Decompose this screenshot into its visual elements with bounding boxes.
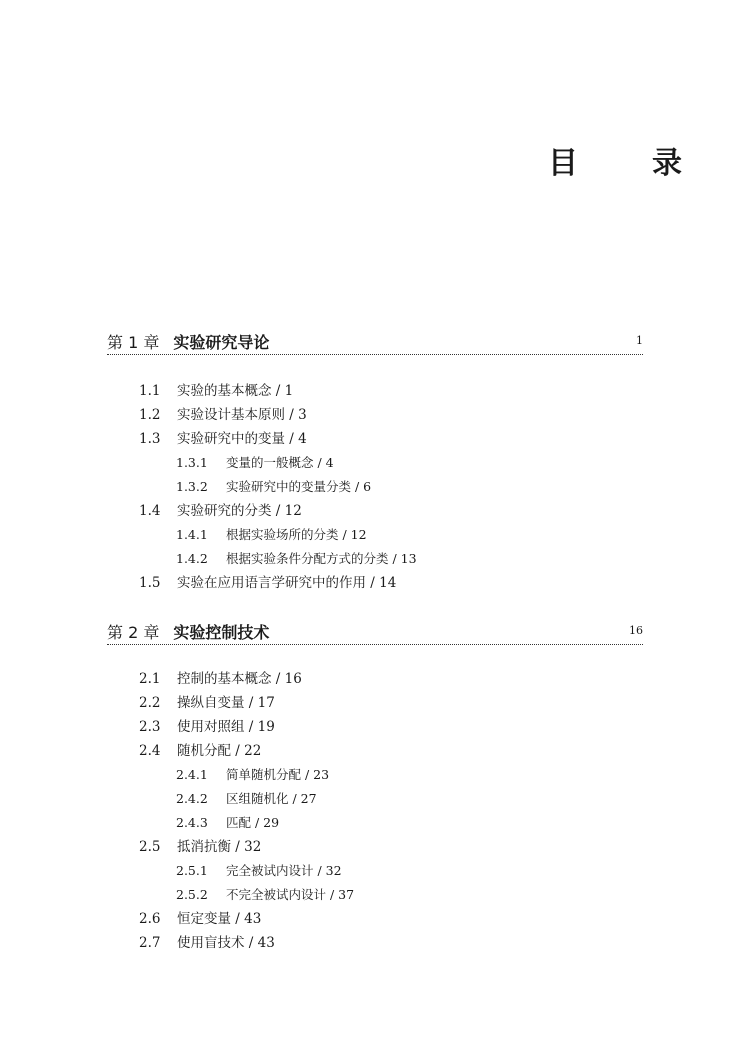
section-title: 操纵自变量 / 17 <box>177 695 275 711</box>
section-number: 2.5 <box>139 839 161 855</box>
section-title: 实验设计基本原则 / 3 <box>177 407 307 423</box>
toc-subentry[interactable] <box>176 791 317 807</box>
chapter-heading-text <box>107 620 269 643</box>
toc-subentry[interactable] <box>176 815 279 831</box>
section-number: 2.1 <box>139 671 161 687</box>
section-title: 恒定变量 / 43 <box>177 911 262 927</box>
toc-entry[interactable] <box>139 911 261 927</box>
section-title: 实验研究中的变量 / 4 <box>177 431 307 447</box>
toc-entry[interactable] <box>139 719 275 735</box>
subsection-number: 1.4.2 <box>176 551 208 566</box>
section-title: 抵消抗衡 / 32 <box>177 839 262 855</box>
page-title: 目 录 <box>548 146 704 181</box>
subsection-title: 变量的一般概念 / 4 <box>226 455 334 470</box>
subsection-title: 根据实验条件分配方式的分类 / 13 <box>226 551 417 566</box>
chapter-title: 实验控制技术 <box>173 623 270 642</box>
toc-subentry[interactable] <box>176 455 334 471</box>
section-number: 2.2 <box>139 695 161 711</box>
dotted-leader-line <box>107 644 643 645</box>
section-number: 1.5 <box>139 575 161 591</box>
chapter-page-number: 1 <box>636 334 643 347</box>
toc-entry[interactable] <box>139 383 293 399</box>
subsection-number: 2.4.1 <box>176 767 208 782</box>
section-number: 1.3 <box>139 431 161 447</box>
toc-entry[interactable] <box>139 695 275 711</box>
toc-subentry[interactable] <box>176 767 329 783</box>
subsection-number: 2.5.1 <box>176 863 208 878</box>
subsection-title: 根据实验场所的分类 / 12 <box>226 527 367 542</box>
chapter-heading-text <box>107 330 269 353</box>
chapter-heading-2[interactable] <box>107 620 643 646</box>
toc-entry[interactable] <box>139 671 302 687</box>
section-number: 1.1 <box>139 383 161 399</box>
subsection-number: 1.3.1 <box>176 455 208 470</box>
toc-subentry[interactable] <box>176 479 371 495</box>
section-title: 实验在应用语言学研究中的作用 / 14 <box>177 575 397 591</box>
toc-entry[interactable] <box>139 743 261 759</box>
chapter-number: 第 1 章 <box>107 333 160 352</box>
subsection-number: 1.3.2 <box>176 479 208 494</box>
chapter-title: 实验研究导论 <box>173 333 270 352</box>
toc-subentry[interactable] <box>176 863 342 879</box>
subsection-number: 2.5.2 <box>176 887 208 902</box>
section-number: 2.4 <box>139 743 161 759</box>
toc-subentry[interactable] <box>176 527 367 543</box>
subsection-title: 简单随机分配 / 23 <box>226 767 330 782</box>
section-number: 2.6 <box>139 911 161 927</box>
chapter-number: 第 2 章 <box>107 623 160 642</box>
section-title: 实验研究的分类 / 12 <box>177 503 302 519</box>
subsection-title: 匹配 / 29 <box>226 815 280 830</box>
section-number: 2.7 <box>139 935 161 951</box>
section-number: 1.4 <box>139 503 161 519</box>
subsection-number: 1.4.1 <box>176 527 208 542</box>
subsection-title: 区组随机化 / 27 <box>226 791 317 806</box>
section-title: 随机分配 / 22 <box>177 743 262 759</box>
subsection-title: 不完全被试内设计 / 37 <box>226 887 355 902</box>
toc-entry[interactable] <box>139 503 302 519</box>
subsection-number: 2.4.3 <box>176 815 208 830</box>
toc-entry[interactable] <box>139 839 261 855</box>
section-title: 控制的基本概念 / 16 <box>177 671 302 687</box>
subsection-number: 2.4.2 <box>176 791 208 806</box>
toc-entry[interactable] <box>139 935 275 951</box>
dotted-leader-line <box>107 354 643 355</box>
chapter-heading-1[interactable] <box>107 330 643 356</box>
subsection-title: 实验研究中的变量分类 / 6 <box>226 479 372 494</box>
section-number: 2.3 <box>139 719 161 735</box>
subsection-title: 完全被试内设计 / 32 <box>226 863 342 878</box>
toc-entry[interactable] <box>139 431 307 447</box>
toc-entry[interactable] <box>139 407 307 423</box>
section-number: 1.2 <box>139 407 161 423</box>
section-title: 实验的基本概念 / 1 <box>177 383 294 399</box>
toc-subentry[interactable] <box>176 887 354 903</box>
toc-subentry[interactable] <box>176 551 417 567</box>
toc-entry[interactable] <box>139 575 396 591</box>
chapter-page-number: 16 <box>629 624 643 637</box>
section-title: 使用对照组 / 19 <box>177 719 275 735</box>
section-title: 使用盲技术 / 43 <box>177 935 275 951</box>
